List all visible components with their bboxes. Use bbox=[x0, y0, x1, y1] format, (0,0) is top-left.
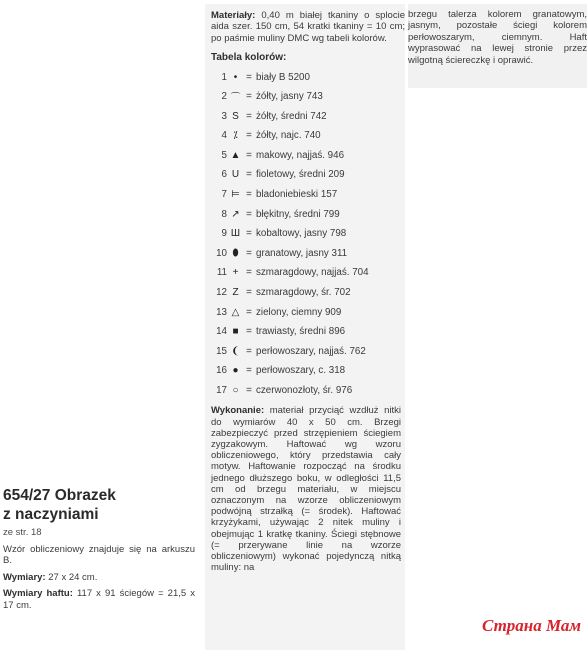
stitch-symbol-icon: ▲ bbox=[230, 149, 241, 161]
color-number: 5 bbox=[221, 149, 227, 161]
color-row bbox=[211, 106, 405, 126]
embroidery-dimensions bbox=[3, 588, 195, 611]
page-reference: ze str. 18 bbox=[3, 527, 42, 538]
stitch-symbol-icon: ↗ bbox=[231, 208, 240, 220]
instructions-label: Wykonanie: bbox=[211, 405, 265, 417]
left-column bbox=[3, 486, 195, 611]
equals-sign: = bbox=[246, 149, 252, 161]
stitch-symbol-icon: ● bbox=[232, 365, 239, 377]
equals-sign: = bbox=[246, 110, 252, 122]
color-row bbox=[211, 67, 405, 87]
color-row bbox=[211, 342, 405, 362]
color-description: perłowoszary, c. 318 bbox=[256, 365, 346, 377]
title-line-1: 654/27 Obrazek bbox=[3, 487, 116, 504]
color-description: fioletowy, średni 209 bbox=[256, 169, 345, 181]
color-row bbox=[211, 165, 405, 185]
stitch-symbol-icon: Z bbox=[232, 287, 239, 299]
color-number: 14 bbox=[216, 326, 227, 338]
color-number: 3 bbox=[221, 110, 227, 122]
stitch-symbol-icon: ⊨ bbox=[231, 189, 240, 201]
color-row bbox=[211, 381, 405, 401]
stitch-symbol-icon: ❨ bbox=[231, 345, 240, 357]
watermark-logo: Страна Мам bbox=[481, 616, 581, 635]
color-row bbox=[211, 302, 405, 322]
color-description: szmaragdowy, najjaś. 704 bbox=[256, 267, 369, 279]
color-row bbox=[211, 224, 405, 244]
equals-sign: = bbox=[246, 306, 252, 318]
color-description: szmaragdowy, śr. 702 bbox=[256, 287, 351, 299]
color-number: 11 bbox=[216, 267, 227, 279]
equals-sign: = bbox=[246, 189, 252, 201]
color-table bbox=[211, 67, 405, 400]
right-column bbox=[408, 4, 587, 88]
color-row bbox=[211, 87, 405, 107]
equals-sign: = bbox=[246, 365, 252, 377]
color-number: 6 bbox=[221, 169, 227, 181]
equals-sign: = bbox=[246, 326, 252, 338]
color-number: 15 bbox=[216, 345, 227, 357]
color-description: czerwonozłoty, śr. 976 bbox=[256, 385, 353, 397]
stitch-symbol-icon: ⌒ bbox=[230, 93, 241, 105]
color-number: 13 bbox=[216, 306, 227, 318]
color-description: żółty, jasny 743 bbox=[256, 91, 323, 103]
color-description: błękitny, średni 799 bbox=[256, 208, 340, 220]
equals-sign: = bbox=[246, 208, 252, 220]
color-number: 12 bbox=[216, 287, 227, 299]
color-row bbox=[211, 204, 405, 224]
color-description: kobaltowy, jasny 798 bbox=[256, 228, 347, 240]
color-number: 4 bbox=[221, 130, 227, 142]
pattern-note: Wzór obliczeniowy znajduje się na arkuszu B. bbox=[3, 544, 195, 567]
dimensions-value: 27 x 24 cm. bbox=[45, 571, 98, 583]
finishing-text: brzegu talerza kolorem granatowym, jasnym, pozostałe ściegi kolorem perłowoszarym, ciemnym. Haft wyprasować na lewej stronie przez wilgotną ściereczkę i oprawić. bbox=[408, 9, 587, 66]
stitch-symbol-icon: • bbox=[233, 71, 238, 83]
equals-sign: = bbox=[246, 287, 252, 299]
color-description: żółty, średni 742 bbox=[256, 110, 327, 122]
color-description: makowy, najjaś. 946 bbox=[256, 149, 345, 161]
embroidery-value: 117 x 91 ściegów = 21,5 x 17 cm. bbox=[3, 588, 195, 611]
color-number: 9 bbox=[221, 228, 227, 240]
stitch-symbol-icon: △ bbox=[231, 306, 240, 318]
equals-sign: = bbox=[246, 247, 252, 259]
color-row bbox=[211, 185, 405, 205]
color-number: 17 bbox=[216, 385, 227, 397]
equals-sign: = bbox=[246, 385, 252, 397]
color-number: 8 bbox=[221, 208, 227, 220]
materials bbox=[211, 10, 405, 44]
equals-sign: = bbox=[246, 345, 252, 357]
materials-text: 0,40 m białej tkaniny o splocie aida szer. 150 cm, 54 kratki tkaniny = 10 cm; po paśmie muliny DMC wg tabeli kolorów. bbox=[211, 10, 405, 44]
color-description: zielony, ciemny 909 bbox=[256, 306, 342, 318]
color-description: bladoniebieski 157 bbox=[256, 189, 338, 201]
color-number: 2 bbox=[221, 91, 227, 103]
middle-column bbox=[205, 4, 405, 650]
dimensions-label: Wymiary: bbox=[3, 571, 46, 583]
color-table-heading: Tabela kolorów: bbox=[211, 52, 287, 64]
equals-sign: = bbox=[246, 91, 252, 103]
instructions bbox=[211, 405, 405, 573]
color-row bbox=[211, 322, 405, 342]
color-row bbox=[211, 146, 405, 166]
color-row bbox=[211, 283, 405, 303]
title-line-2: z naczyniami bbox=[3, 506, 99, 523]
instructions-text: materiał przyciąć wzdłuż nitki do wymiarów 40 x 50 cm. Brzegi zabezpieczyć przed strzępieniem ściegiem zygzakowym. Haftować wg wzoru obliczeniowego, który przedstawia cały motyw. Haftowanie rozpocząć na środku jednego dłuższego boku, w odległości 11,5 cm od brzegu materiału, w miejscu oznaczonym na wzorze obliczeniowym podwójną strzałką (= środek). Haftować krzyżykami, używając 2 nitek muliny i obejmując 1 kratkę tkaniny. Ściegi stębnowe (= przerywane linie na wzorze obliczeniowym) wykonać pojedynczą nitką muliny: na bbox=[211, 405, 401, 574]
color-description: granatowy, jasny 311 bbox=[256, 247, 348, 259]
color-number: 10 bbox=[216, 247, 227, 259]
equals-sign: = bbox=[246, 130, 252, 142]
stitch-symbol-icon: ⬮ bbox=[232, 247, 239, 259]
equals-sign: = bbox=[246, 169, 252, 181]
equals-sign: = bbox=[246, 228, 252, 240]
color-description: trawiasty, średni 896 bbox=[256, 326, 346, 338]
stitch-symbol-icon: ■ bbox=[232, 326, 239, 338]
color-number: 16 bbox=[216, 365, 227, 377]
stitch-symbol-icon: + bbox=[232, 267, 239, 279]
color-description: biały B 5200 bbox=[256, 71, 310, 83]
color-description: perłowoszary, najjaś. 762 bbox=[256, 345, 366, 357]
color-row bbox=[211, 244, 405, 264]
color-row bbox=[211, 126, 405, 146]
color-number: 1 bbox=[221, 71, 227, 83]
embroidery-label: Wymiary haftu: bbox=[3, 588, 73, 600]
color-row bbox=[211, 263, 405, 283]
color-description: żółty, najc. 740 bbox=[256, 130, 321, 142]
stitch-symbol-icon: ⁒ bbox=[233, 130, 238, 142]
stitch-symbol-icon: Ш bbox=[230, 228, 241, 240]
color-number: 7 bbox=[221, 189, 227, 201]
equals-sign: = bbox=[246, 71, 252, 83]
color-row bbox=[211, 361, 405, 381]
stitch-symbol-icon: U bbox=[231, 169, 240, 181]
dimensions bbox=[3, 572, 195, 583]
materials-label: Materiały: bbox=[211, 10, 256, 21]
stitch-symbol-icon: ○ bbox=[232, 385, 239, 397]
project-title bbox=[3, 486, 195, 524]
stitch-symbol-icon: S bbox=[232, 110, 239, 122]
equals-sign: = bbox=[246, 267, 252, 279]
